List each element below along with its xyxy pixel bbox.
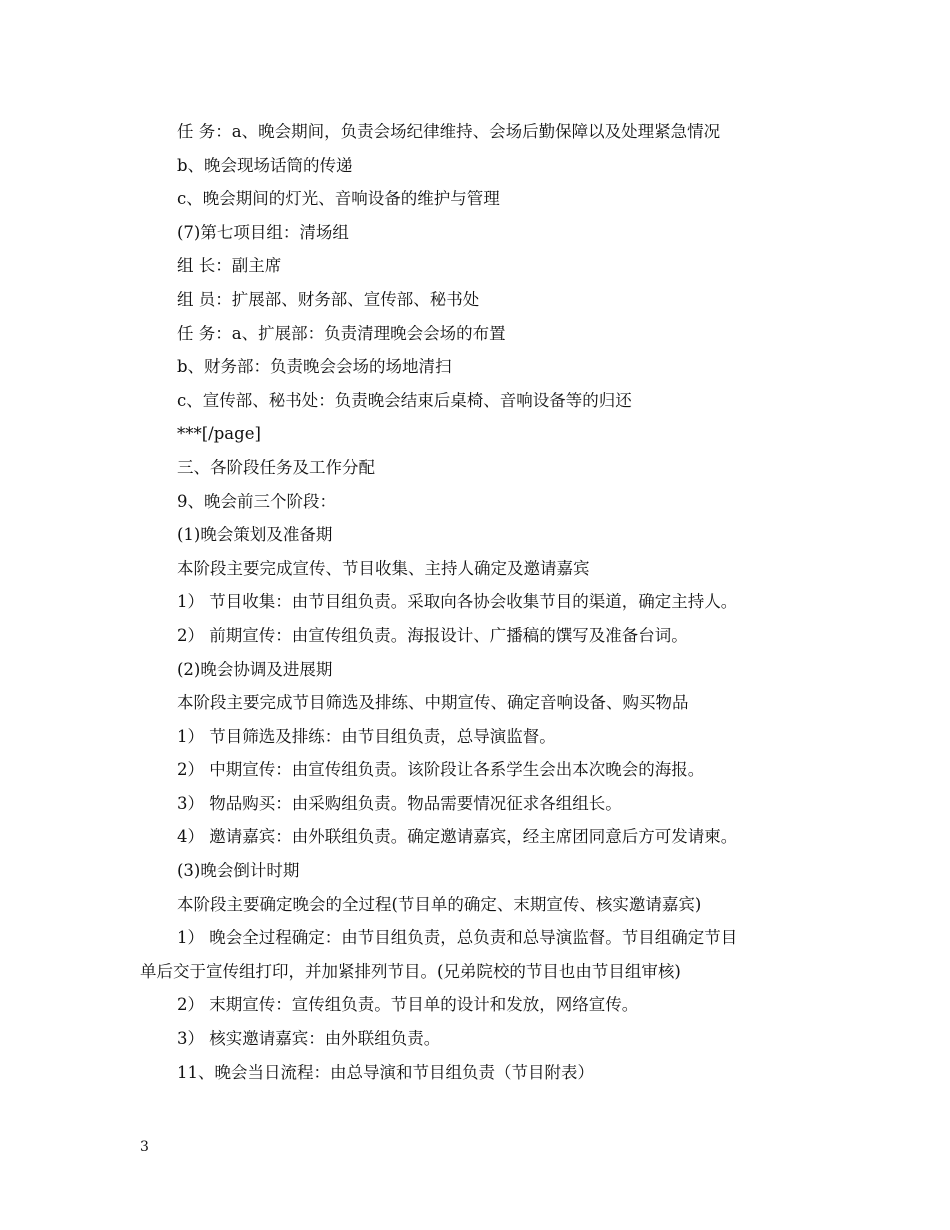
- document-body: [0, 115, 950, 1089]
- section-heading: (7)第七项目组：清场组: [177, 222, 349, 242]
- list-item: 2） 末期宣传：宣传组负责。节目单的设计和发放，网络宣传。: [177, 995, 639, 1015]
- text-line: 组 员：扩展部、财务部、宣传部、秘书处: [177, 289, 480, 309]
- text-line: 9、晚会前三个阶段：: [177, 491, 336, 511]
- list-item: 1） 晚会全过程确定：由节目组负责，总负责和总导演监督。节目组确定节目: [177, 928, 738, 948]
- list-item: 2） 前期宣传：由宣传组负责。海报设计、广播稿的馔写及准备台词。: [177, 625, 688, 645]
- section-heading: 三、各阶段任务及工作分配: [177, 457, 375, 477]
- text-line: b、晚会现场话筒的传递: [177, 155, 353, 175]
- list-item: 1） 节目收集：由节目组负责。采取向各协会收集节目的渠道，确定主持人。: [177, 592, 738, 612]
- list-item: 3） 物品购买：由采购组负责。物品需要情况征求各组组长。: [177, 793, 622, 813]
- subsection-heading: (3)晚会倒计时期: [177, 861, 300, 881]
- text-line: 本阶段主要完成宣传、节目收集、主持人确定及邀请嘉宾: [177, 558, 590, 578]
- text-line: 组 长：副主席: [177, 256, 282, 276]
- text-line: 本阶段主要完成节目筛选及排练、中期宣传、确定音响设备、购买物品: [177, 693, 689, 713]
- text-line: 11、晚会当日流程：由总导演和节目组负责（节目附表）: [177, 1062, 594, 1082]
- text-line: c、晚会期间的灯光、音响设备的维护与管理: [177, 189, 500, 209]
- text-line: b、财务部：负责晚会会场的场地清扫: [177, 357, 452, 377]
- text-line: c、宣传部、秘书处：负责晚会结束后桌椅、音响设备等的归还: [177, 390, 632, 410]
- page-break-marker: ***[/page]: [177, 424, 261, 444]
- list-item: 3） 核实邀请嘉宾：由外联组负责。: [177, 1029, 441, 1049]
- list-item: 2） 中期宣传：由宣传组负责。该阶段让各系学生会出本次晚会的海报。: [177, 760, 705, 780]
- text-line: 本阶段主要确定晚会的全过程(节目单的确定、末期宣传、核实邀请嘉宾): [177, 894, 702, 914]
- text-line: 任 务：a、晚会期间，负责会场纪律维持、会场后勤保障以及处理紧急情况: [177, 122, 721, 141]
- list-item-continuation: 单后交于宣传组打印，并加紧排列节目。(兄弟院校的节目也由节目组审核): [140, 961, 681, 981]
- list-item: 4） 邀请嘉宾：由外联组负责。确定邀请嘉宾，经主席团同意后方可发请柬。: [177, 827, 738, 847]
- list-item: 1） 节目筛选及排练：由节目组负责，总导演监督。: [177, 726, 556, 746]
- page-number: 3: [140, 1139, 149, 1155]
- text-line: 任 务：a、扩展部：负责清理晚会会场的布置: [177, 323, 506, 343]
- subsection-heading: (2)晚会协调及进展期: [177, 659, 333, 679]
- subsection-heading: (1)晚会策划及准备期: [177, 525, 333, 545]
